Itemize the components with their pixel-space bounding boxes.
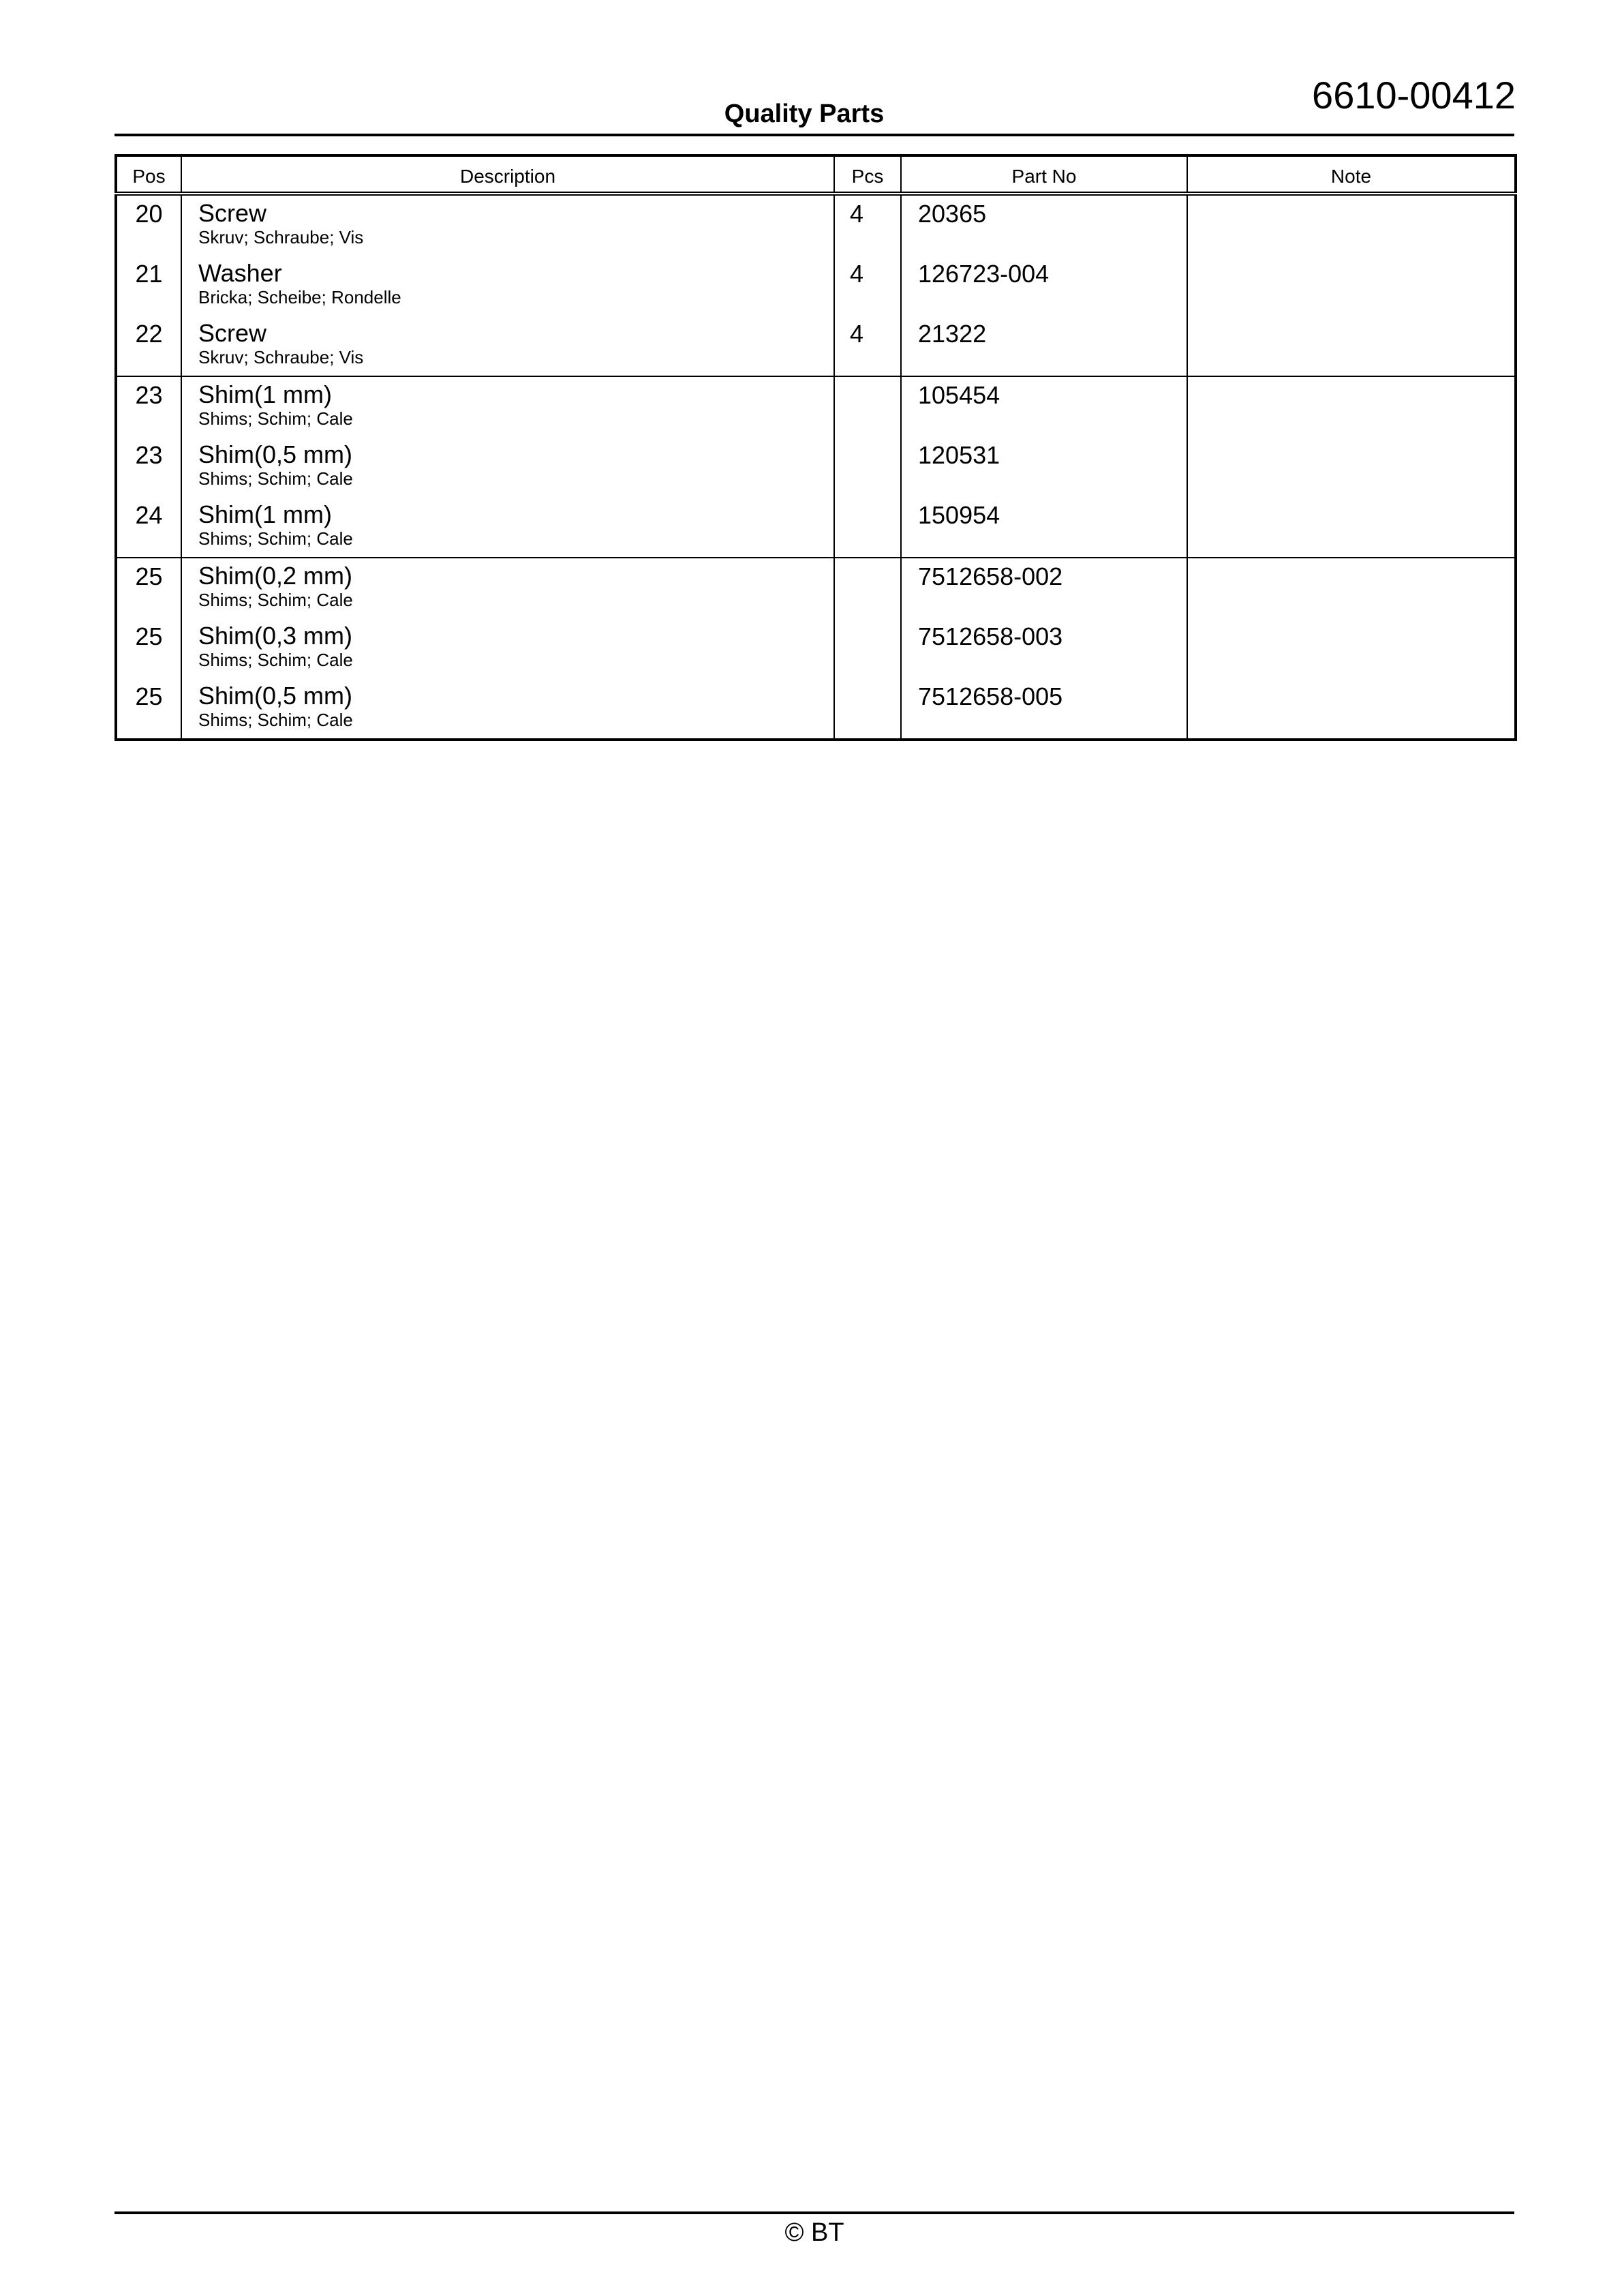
description-main: Shim(0,5 mm) (198, 682, 353, 710)
column-header-pos: Pos (116, 155, 181, 194)
description-translations: Shims; Schim; Cale (198, 590, 353, 610)
note-cell (1187, 618, 1516, 678)
pcs-cell: 4 (834, 194, 901, 256)
description-cell (181, 618, 834, 678)
note-cell (1187, 437, 1516, 497)
description-main: Shim(1 mm) (198, 500, 332, 528)
description-cell (181, 558, 834, 618)
pos-cell: 22 (116, 316, 181, 376)
column-header-part-no: Part No (901, 155, 1187, 194)
part-no-cell: 120531 (901, 437, 1187, 497)
description-cell (181, 194, 834, 256)
part-no-cell: 20365 (901, 194, 1187, 256)
description-main: Washer (198, 259, 282, 287)
pos-cell: 25 (116, 678, 181, 740)
note-cell (1187, 316, 1516, 376)
description-translations: Skruv; Schraube; Vis (198, 347, 364, 367)
note-cell (1187, 194, 1516, 256)
note-cell (1187, 558, 1516, 618)
pcs-cell (834, 497, 901, 558)
description-translations: Bricka; Scheibe; Rondelle (198, 287, 401, 307)
table-row (116, 376, 1516, 437)
pos-cell: 23 (116, 437, 181, 497)
part-no-cell: 7512658-002 (901, 558, 1187, 618)
pos-cell: 20 (116, 194, 181, 256)
description-main: Shim(0,2 mm) (198, 562, 353, 590)
note-cell (1187, 256, 1516, 316)
pos-cell: 25 (116, 618, 181, 678)
description-translations: Shims; Schim; Cale (198, 408, 353, 429)
description-cell (181, 437, 834, 497)
pos-cell: 24 (116, 497, 181, 558)
parts-table (114, 154, 1517, 741)
footer-divider (114, 2211, 1514, 2214)
description-cell (181, 316, 834, 376)
column-header-note: Note (1187, 155, 1516, 194)
description-main: Shim(0,3 mm) (198, 622, 353, 650)
table-row (116, 678, 1516, 740)
description-main: Shim(0,5 mm) (198, 440, 353, 468)
description-main: Screw (198, 199, 267, 227)
pcs-cell (834, 678, 901, 740)
part-no-cell: 7512658-005 (901, 678, 1187, 740)
description-cell (181, 497, 834, 558)
part-no-cell: 150954 (901, 497, 1187, 558)
table-row (116, 194, 1516, 256)
description-translations: Shims; Schim; Cale (198, 528, 353, 549)
description-main: Screw (198, 319, 267, 347)
pcs-cell (834, 437, 901, 497)
description-cell (181, 256, 834, 316)
table-row (116, 618, 1516, 678)
part-no-cell: 105454 (901, 376, 1187, 437)
copyright-text: © BT (784, 2218, 844, 2247)
pcs-cell (834, 618, 901, 678)
part-no-cell: 126723-004 (901, 256, 1187, 316)
part-no-cell: 21322 (901, 316, 1187, 376)
description-translations: Shims; Schim; Cale (198, 710, 353, 730)
column-header-pcs: Pcs (834, 155, 901, 194)
table-row (116, 256, 1516, 316)
description-cell (181, 678, 834, 740)
pcs-cell: 4 (834, 316, 901, 376)
column-header-description: Description (181, 155, 834, 194)
description-translations: Skruv; Schraube; Vis (198, 227, 364, 247)
pos-cell: 25 (116, 558, 181, 618)
pcs-cell: 4 (834, 256, 901, 316)
description-translations: Shims; Schim; Cale (198, 650, 353, 670)
document-number: 6610-00412 (1312, 74, 1516, 117)
table-row (116, 497, 1516, 558)
pcs-cell (834, 376, 901, 437)
table-header-row (116, 155, 1516, 194)
part-no-cell: 7512658-003 (901, 618, 1187, 678)
pos-cell: 23 (116, 376, 181, 437)
description-translations: Shims; Schim; Cale (198, 468, 353, 489)
header-divider (114, 134, 1514, 136)
pos-cell: 21 (116, 256, 181, 316)
table-row (116, 316, 1516, 376)
note-cell (1187, 376, 1516, 437)
note-cell (1187, 497, 1516, 558)
description-cell (181, 376, 834, 437)
pcs-cell (834, 558, 901, 618)
table-row (116, 437, 1516, 497)
table-row (116, 558, 1516, 618)
description-main: Shim(1 mm) (198, 380, 332, 408)
note-cell (1187, 678, 1516, 740)
page-title: Quality Parts (724, 100, 885, 128)
